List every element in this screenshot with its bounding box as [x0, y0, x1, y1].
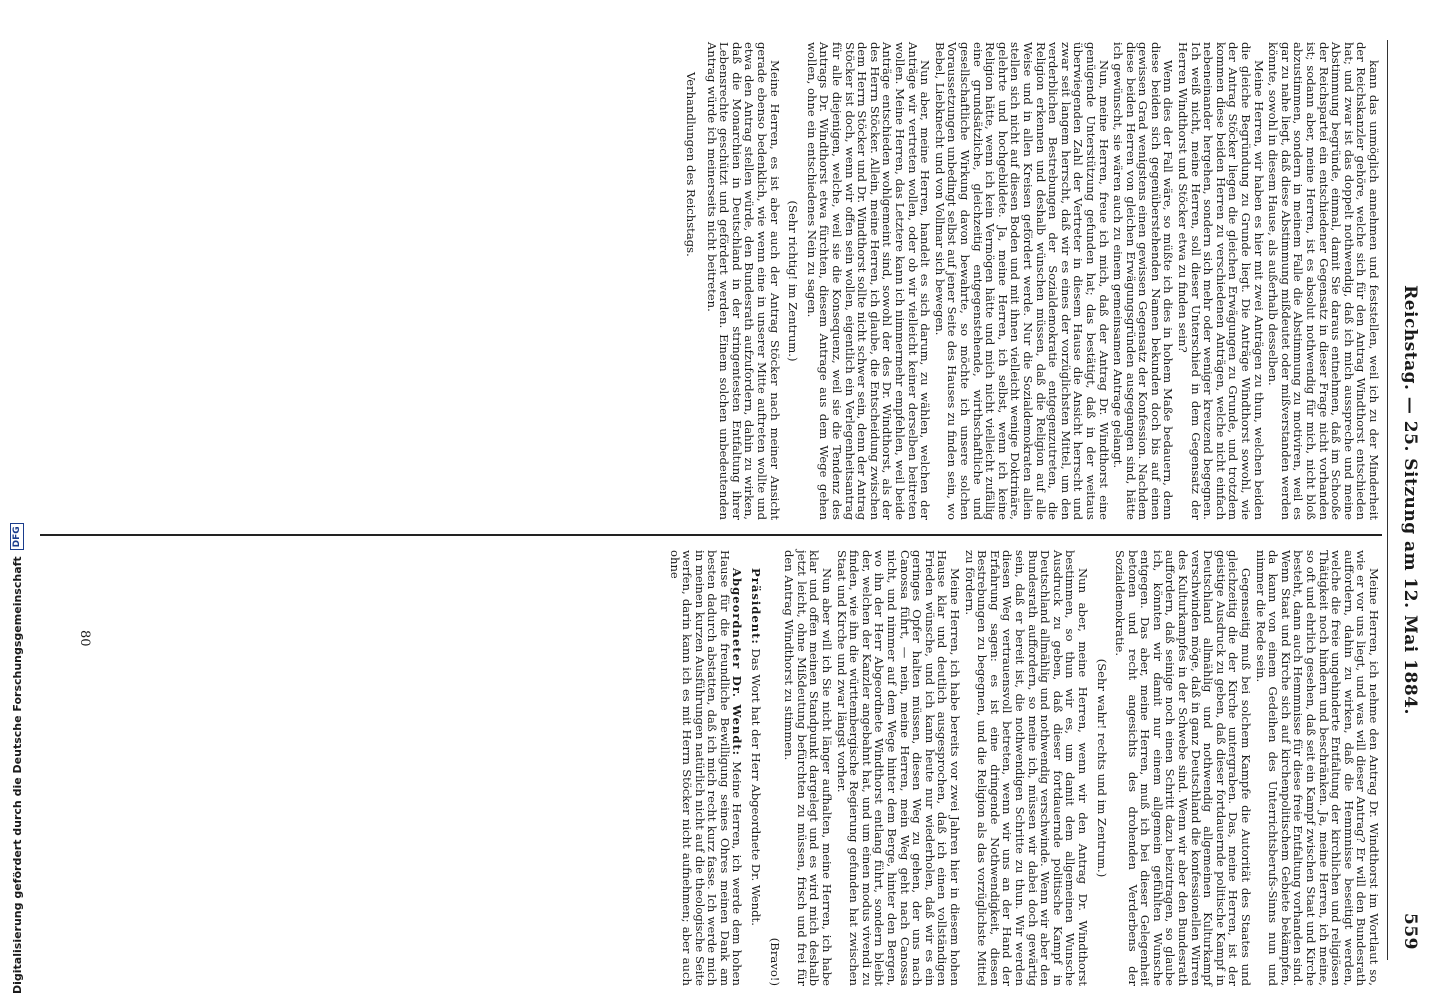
footer-number: 80: [77, 630, 92, 647]
column-divider: [40, 534, 1382, 536]
page-number: 559: [1400, 913, 1420, 950]
credit-text: Digitalisierung gefördert durch die Deutsche Forschungsgemeinschaft: [10, 556, 24, 994]
president-label: Präsident:: [749, 568, 764, 645]
speaker-statement: [668, 550, 744, 986]
paragraph: kann das unmöglich annehmen und feststellen, weil ich zu der Minderheit der Reichskanzler gehöre, welche sich für den Antrag Windthorst entschieden hat; und zwar ist das doppelt nothwendig, daß ich mich ausspreche und meine Abstimmung begründe, einmal, damit Sie daraus entnehmen, daß im Schooße der Reichspartei ein entschiedener Gegensatz in dieser Frage nicht vorhanden ist; sodann aber, meine Herren, ist es absolut nothwendig für mich, nicht bloß abzustimmen, sondern in meinem Falle die Abstimmung zu motiviren, weil es gar zu nahe liegt, daß diese Abstimmung mißdeutet oder mißverstanden werden könnte, sowohl in diesem Hause, als außerhalb desselben.: [1266, 42, 1381, 520]
interjection: (Sehr richtig! im Zentrum.): [786, 200, 801, 362]
paragraph: Gegenseitig muß bei solchem Kampfe die Autorität des Staates und gleichzeitig die der Kirche untergraben. Das, meine Herren, ist der geistige Ausdruck zu geben, daß dieser fortdauernde politische Kampf in Deutschland allmählig und nothwendig allgemeinen Kulturkampf verschwinden möge, daß in ganz Deutschland die konfessionellen Wirren des Kulturkampfes in der Schwebe sind. Wenn wir aber den Bundesrath auffordern, daß seinige noch einen Schritt dazu beizutragen, so glaube ich, könnten wir damit nur einem allgemein gefühlten Wunsche entgegen. Das aber, meine Herren, muß ich bei dieser Gelegenheit betonen und recht angesichts des drohenden Verderbens der Sozialdemokratie.: [1113, 550, 1254, 986]
paragraph: Nun aber, meine Herren, handelt es sich darum, zu wählen, welchen der Anträge wir vertreten wollen, oder ob wir vielleicht keiner derselben beitreten wollen. Meine Herren, das Letztere kann ich nimmermehr empfehlen, weil beide Anträge entschieden wohlgemeint sind, sowohl der des Dr. Windthorst, als der des Herrn Stöcker. Allein, meine Herren, ich glaube, die Entscheidung zwischen dem Herrn Stöcker und Dr. Windthorst sollte nicht schwer sein, denn der Antrag Stöcker ist doch, wenn wir offen sein wollen, eigentlich ein Verlegenheitsantrag für alle diejenigen, welche, weil sie die Konsequenz, weil sie die Tendenz des Antrags Dr. Windthorst etwa fürchten, diesem Antrage aus dem Wege gehen wollen, ohne ein entschiedenes Nein zu sagen.: [804, 42, 933, 520]
paragraph: Nun, meine Herren, freue ich mich, daß der Antrag Dr. Windthorst eine genügende Unterstützung gefunden hat; das bestätigt, daß in der weitaus überwiegenden Zahl der Vertreter in diesem Hause die Ansicht herrscht und zwar seit langem herrscht, daß wir es eines der vorzüglichsten Mittel, um den verderblichen Bestrebungen der Sozialdemokratie entgegenzutreten, die Religion erkennen und deshalb wünschen müssen, daß die Religion auf alle Weise und in allen Kreisen gefördert werde. Nur die Sozialdemokraten allein stellen sich nicht auf diesen Boden und mit ihnen vielleicht wenige Doktrinäre, gelehrte und hochgebildete. Ja, meine Herren, ich selbst, wenn ich keine Religion hätte, wenn ich kein Vermögen hätte und mich nicht vielleicht zufällig eine grundsätzliche, gleichzeitig entgegenstehende, wirthschaftliche und gesellschaftliche Wirkung davon bewahrte, so möchte ich unsere solchen Voraussetzungen unbedingt selbst auf jener Seite des Hauses zu finden sein, wo Bebel, Liebknecht und von Vollmar sich bewegen.: [932, 42, 1111, 520]
left-column: [683, 42, 1380, 520]
dfg-logo-icon: DFG: [10, 523, 24, 550]
interjection: (Bravo!): [767, 937, 782, 986]
paragraph: Meine Herren, ich habe bereits vor zwei Jahren hier in diesem hohen Hause klar und deutlich ausgesprochen, daß ich einen vollständigen Frieden wünsche, und ich kann heute nur wiederholen, daß wir es ein geringes Opfer halten müssen, diesen Weg zu gehen, der uns nach Canossa führt, — nein, meine Herren, mein Weg geht nach Canossa nicht, und nimmer auf dem Wege hinter dem Berge, hinter den Bergen, wo ihn der Herr Abgeordnete Windthorst entlang führt, sondern bleibt der, welchen der Kanzler angebahnt hat, und um einen modus vivendi zu finden, wie ihn die württembergische Regierung gefunden hat zwischen Staat und Kirche und zwar längst vorher.: [834, 550, 962, 986]
interjection: (Sehr wahr! rechts und im Zentrum.): [1094, 658, 1109, 878]
page-signature: Verhandlungen des Reichstags.: [684, 72, 699, 257]
page-title: Reichstag. — 25. Sitzung am 12. Mai 1884.: [1400, 285, 1420, 715]
digitization-sidebar: [6, 0, 30, 994]
paragraph: Meine Herren, es ist aber auch der Antrag Stöcker nach meiner Ansicht gerade ebenso bedenklich, wie wenn eine in unserer Mitte auftreten wollte und etwa den Antrag stellen würde, den Bundesrath aufzufordern, dahin zu wirken, daß die Monarchien in Deutschland in der stringentesten Entfaltung ihrer Lebensrechte geschützt und gefördert werden. Einem solchen unbedeutenden Antrag würde ich meinerseits nicht beitreten.: [704, 42, 782, 520]
president-text: Das Wort hat der Herr Abgeordnete Dr. Wendt.: [749, 648, 764, 926]
page-header: [1390, 40, 1420, 960]
digitization-credit: [6, 0, 28, 994]
paragraph: Nun aber, meine Herren, wenn wir den Antrag Dr. Windthorst bestimmen, so thun wir es, um damit dem allgemeinen Wunsche Ausdruck zu geben, daß dieser fortdauernde politische Kampf in Deutschland allmählig und nothwendig verschwinde. Wenn wir aber den Bundesrath auffordern, so meine ich, müssen wir dabei doch gewärtig sein, daß er bereit ist, die nothwendigen Schritte zu thun. Wir werden diesen Weg vertrauensvoll betreten, wenn wir uns an der Hand der Erfahrung sagen: es ist eine dringende Nothwendigkeit, diesen Bestrebungen zu begegnen, und die Religion als das vorzüglichste Mittel zu fördern.: [962, 550, 1090, 986]
header-rule: [1387, 40, 1388, 960]
paragraph: Meine Herren, ich nehme den Antrag Dr. Windthorst im Wortlaut so, wie er vor uns liegt, und was will dieser Antrag? Er will den Bundesrath auffordern, dahin zu wirken, daß die Hemmnisse beseitigt werden, welche die freie ungehinderte Entfaltung der kirchlichen und religiösen Thätigkeit noch hindern und beschränken. Ja, meine Herren, ich meine, so oft und ehrlich gesehen, daß seit ein Kampf zwischen Staat und Kirche besteht, dann auch Hemmnisse für diese freie Entfaltung vorhanden sind. Wenn Staat und Kirche sich auf kirchenpolitischem Gebiete bekämpfen, da kann von einem Gedeihen des Unterrichtsberufs-Sinns nun und nimmer die Rede sein.: [1253, 550, 1381, 987]
president-statement: [750, 550, 763, 986]
right-column: [666, 550, 1380, 986]
speaker-label: Abgeordneter Dr. Wendt:: [730, 568, 745, 757]
paragraph: Nun aber will ich Sie nicht länger aufhalten, meine Herren, ich habe klar und offen meinen Standpunkt dargelegt und es wird mich deshalb jetzt leicht, ohne Mißdeutung befürchten zu müssen, frisch und frei für den Antrag Windthorst zu stimmen.: [782, 550, 835, 986]
paragraph: Meine Herren, wir haben es hier mit zwei Anträgen zu thun, welchen beiden die gleiche Begründung zu Grunde liegt. Die Anträge Windthorst sowohl, wie der Antrag Stöcker liegen die gleichen Erwägungen zu Grunde, und trotzdem kommen diese beiden Herren zu verschiedenen Anträgen, welche nicht einfach nebeneinander hergehen, sondern sich mehr oder weniger kreuzend begegnen. Ich weiß nicht, meine Herren, soll dieser Unterschied in dem Gegensatz der Herren Windthorst und Stöcker etwa zu finden sein?: [1176, 42, 1266, 520]
paragraph: Wenn dies der Fall wäre, so müßte ich dies in hohem Maße bedauern, denn diese beiden sich gegenüberstehenden Namen bekunden doch bis auf einen gewissen Grad wenigstens einen gewissen Gegensatz der Konfession. Nachdem diese beiden Herren von gleichen Erwägungsgründen ausgegangen sind, hätte ich gewünscht, sie wären auch zu einem gemeinsamen Antrage gelangt.: [1111, 42, 1176, 520]
speaker-text: Meine Herren, ich werde dem hohen Hause für die freundliche Bewilligung seines Ohres meinen Dank am besten dadurch abstatten, daß ich mich recht kurz fasse. Ich werde mich in meinen kurzen Ausführungen natürlich nicht auf die theologische Seite werfen, darin kann ich es mit Herrn Stöcker nicht aufnehmen; aber auch ohne: [667, 550, 745, 987]
